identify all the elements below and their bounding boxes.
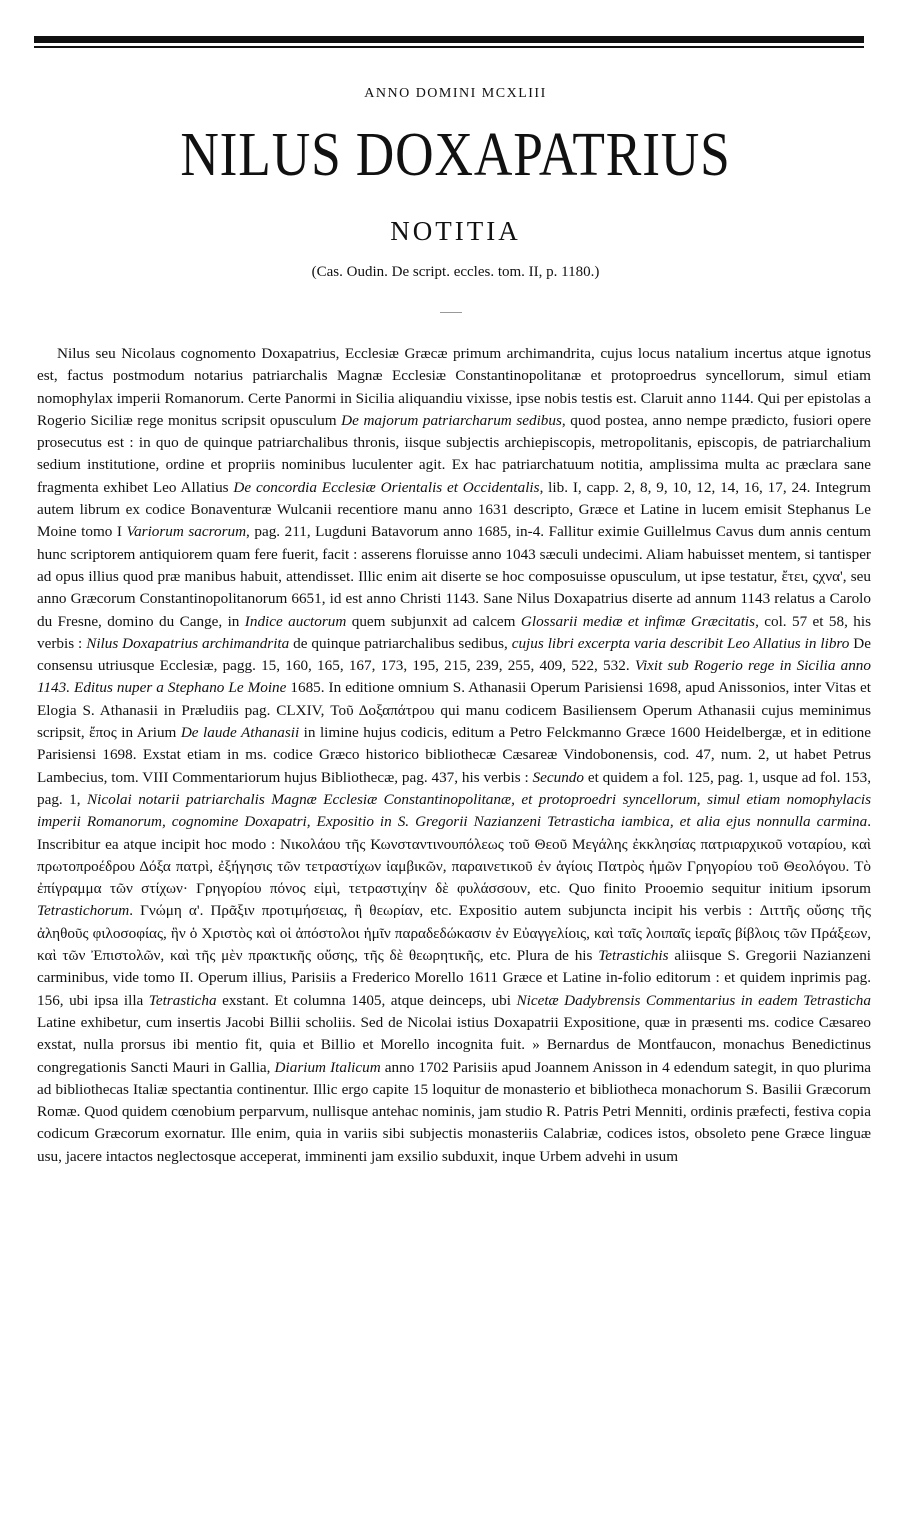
text-run: De consensu utriusque Ecclesiæ, pagg. 15, 160, 165, 167, 173, 195, 215, 239, 255, 409, 522, 532. [37, 634, 871, 675]
italic-text-run: De concordia Ecclesiæ Orientalis et Occidentalis [233, 478, 540, 496]
running-head: ANNO DOMINI MCXLIII [364, 86, 547, 101]
italic-text-run: De laude Athanasii [180, 724, 300, 742]
text-run: . Γνώμη α'. Πρᾶξιν προτιμήσειας, ἢ θεωρίαν, etc. Expositio autem subjuncta incipit his verbis : Διττῆς οὔσης τῆς ἀληθοῦς φιλοσοφίας, ἣν ὁ Χριστὸς καὶ οἱ ἀπόστολοι ἡμῖν παραδεδώκασιν ἐν Εὐαγγελίοις, καὶ ταῖς λοιπαῖς ἱεραῖς βίβλοις τῶν Πράξεων, καὶ τῶν Ἐπιστολῶν, καὶ τῆς μὲν πρακτικῆς οὔσης, τῆς δὲ θεωρητικῆς, etc. Plura de his [37, 902, 871, 965]
italic-text-run: Nicolai notarii patriarchalis Magnæ Ecclesiæ Constantinopolitanæ, et protoproedri syncellorum, simul etiam nomophylacis imperii Romanorum, cognomine Doxapatri, Expositio in S. Gregorii Nazianzeni Tetrasticha iambica, et alia ejus nonnulla carmina [37, 790, 871, 831]
italic-text-run: Tetrastichis [598, 947, 669, 965]
text-run: Latine exhibetur, cum insertis Jacobi Billii scholiis. Sed de Nicolai istius Doxapatrii Expositione, quæ in præsenti ms. codice Cæsareo exstat, nulla prorsus ibi mentio fit, quia et Billio et Morello incognita fuit. » Bernardus de Montfaucon, monachus Benedictinus congregationis Sancti Mauri in Gallia, [37, 1013, 871, 1076]
top-rule-thin [34, 46, 864, 48]
text-run: Nilus seu Nicolaus cognomento Doxapatrius, Ecclesiæ Græcæ primum archimandrita, cujus locus natalium incertus atque ignotus est, factus postmodum notarius patriarchalis Magnæ Ecclesiæ Constantinopolitanæ et protoproedrus syncellorum, simul etiam nomophylax imperii Romanorum. Certe Panormi in Sicilia aliquandiu vixisse, ipse nobis testis est. Claruit anno 1144. Qui per epistolas a Rogerio Siciliæ rege monitus scripsit opusculum [37, 345, 871, 429]
section-title: NOTITIA [390, 216, 521, 246]
text-run: aliisque S. Gregorii Nazianzeni carminibus, vide tomo II. Operum illius, Parisiis a Frederico Morello 1611 Græce et Latine in-folio editorum : et quidem inprimis pag. 156, ubi ipsa illa [37, 947, 872, 1009]
text-run: anno 1702 Parisiis apud Joannem Anisson in 4 edendum sategit, in quo plurima ad bibliothecas Italiæ spectantia continentur. Illic ergo capite 15 loquitur de monasterio et bibliotheca monachorum S. Basilii Græcorum Romæ. Quod quidem cœnobium perparvum, nullisque antehac nominis, jam studio R. Patris Petri Menniti, ordinis præfecti, festiva copia codicum Græcorum exornatur. Ille enim, quia in variis sibi subjectis monasteriis Calabriæ, codices istos, obsoleto pene Græce linguæ usu, jacere intactos neglectosque acceperat, imminenti jam exsilio subduxit, inque Urbem advehi in usum [37, 1058, 871, 1165]
top-rule-thick [34, 36, 864, 43]
main-title: NILUS DOXAPATRIUS [180, 121, 731, 189]
source-reference: (Cas. Oudin. De script. eccles. tom. II, p. 1180.) [311, 264, 600, 280]
italic-text-run: cujus libri excerpta varia describit Leo Allatius in libro [511, 634, 850, 652]
italic-text-run: Vixit sub Rogerio rege in Sicilia anno 1143. Editus nuper a Stephano Le Moine [37, 657, 871, 697]
italic-text-run: Diarium Italicum [274, 1058, 381, 1076]
italic-text-run: Secundo [532, 768, 584, 786]
text-run: et quidem a fol. 125, pag. 1, usque ad fol. 153, pag. 1, [37, 768, 871, 808]
text-run: , col. 57 et 58, his verbis : [37, 612, 871, 652]
italic-text-run: Nilus Doxapatrius archimandrita [86, 634, 290, 652]
text-run: , lib. I, capp. 2, 8, 9, 10, 12, 14, 16, 17, 24. Integrum autem librum ex codice Bonaventuræ Wulcanii recentiore manu anno 1631 descripto, Græce et Latine in lucem emisit Stephanus Le Moine tomo I [37, 478, 871, 541]
italic-text-run: De majorum patriarcharum sedibus [341, 411, 562, 429]
text-run: , pag. 211, Lugduni Batavorum anno 1685, in-4. Fallitur eximie Guillelmus Cavus dum annis centum hunc scriptorem antiquiorem quam fere fuerit, facit : asserens floruisse anno 1043 sæculi undecimi. Aliam habuisset mentem, si tantisper ad opus illius quod præ manibus habuit, attendisset. Illic enim ait diserte se hoc composuisse opusculum, ut ipse testatur, ἔτει, ςχνα', seu anno Græcorum Constantinopolitanorum 6651, id est anno Christi 1143. Sane Nilus Doxapatrius diserte ad annum 1143 relatus a Carolo du Fresne, domino du Cange, in [37, 523, 871, 630]
italic-text-run: Glossarii mediæ et infimæ Græcitatis [520, 612, 756, 630]
body-paragraph [37, 343, 871, 1168]
text-run: de quinque patriarchalibus sedibus, [289, 634, 512, 652]
italic-text-run: Nicetæ Dadybrensis Commentarius in eadem Tetrasticha [516, 991, 871, 1009]
italic-text-run: Tetrasticha [148, 991, 217, 1009]
ornament-dash [440, 312, 462, 313]
italic-text-run: Indice auctorum [244, 612, 347, 630]
text-run: exstant. Et columna 1405, atque deinceps, ubi [216, 991, 517, 1009]
text-run: . Inscribitur ea atque incipit hoc modo : Νικολάου τῆς Κωνσταντινουπόλεως τοῦ Θεοῦ Μεγάλης ἐκκλησίας πατριαρχικοῦ νοταρίου, καὶ πρωτοπροέδρου Δόξα πατρὶ, ἐξήγησις τῶν τετραστίχων ἰαμβικῶν, παραινετικοῦ ἐν ἁγίοις Πατρὸς ἡμῶν Γρηγορίου τοῦ Θεολόγου. Τὸ ἐπίγραμμα τῶν στίχων· Γρηγορίου πόνος εἰμὶ, τετραστιχίην δὲ φυλάσσουν, etc. Quo finito Prooemio sequitur initium ipsorum [37, 813, 871, 898]
italic-text-run: Variorum sacrorum [126, 523, 247, 541]
text-run: in limine hujus codicis, editum a Petro Felckmanno Græce 1600 Heidelbergæ, et in editione Parisiensi 1698. Exstat etiam in ms. codice Græco historico bibliothecæ Cæsareæ Vindobonensis, cod. 47, num. 2, ut habet Petrus Lambecius, tom. VIII Commentariorum hujus Bibliothecæ, pag. 437, his verbis : [37, 724, 872, 786]
text-run: quem subjunxit ad calcem [346, 612, 521, 630]
text-run: 1685. In editione omnium S. Athanasii Operum Parisiensi 1698, apud Anissonios, inter Vitas et Elogia S. Athanasii in Præludiis pag. CLXIV, Τοῦ Δοξαπάτρου qui manu codicem Basiliensem Operum Athanasii cujus meminimus scripsit, ἔπος in Arium [37, 679, 871, 742]
italic-text-run: Tetrastichorum [37, 902, 130, 920]
text-run: , quod postea, anno nempe prædicto, fusiori opere prosecutus est : in quo de quinque patriarchalibus thronis, iisque subjectis archiepiscopis, metropolitanis, episcopis, de patriarchalium sedium institutione, ordine et propriis nominibus luculenter agit. Ex hac patriarchatuum notitia, amplissima multa ac præclara sane fragmenta exhibet Leo Allatius [37, 411, 871, 496]
